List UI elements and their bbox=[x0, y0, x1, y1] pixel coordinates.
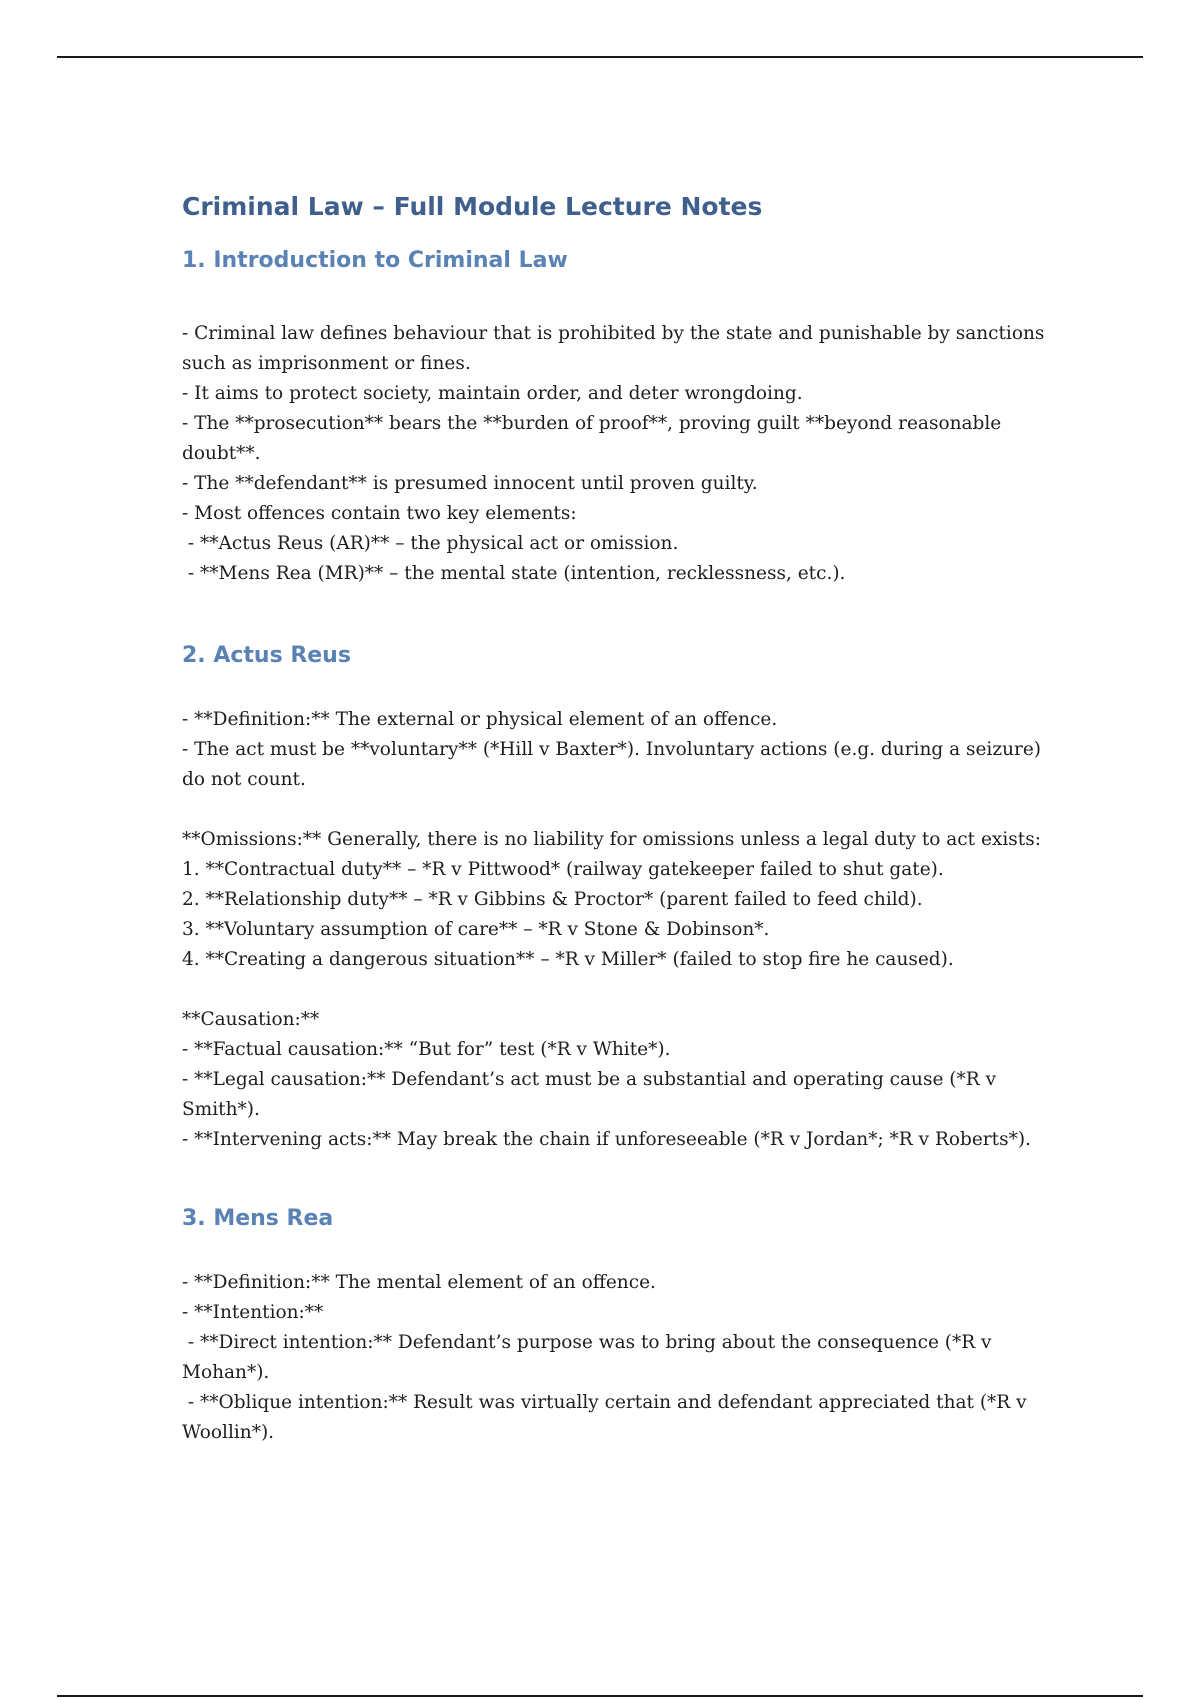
section-heading-introduction: 1. Introduction to Criminal Law bbox=[182, 248, 568, 273]
body-line: - **Definition:** The mental element of an offence. bbox=[182, 1272, 656, 1293]
omissions-line: 3. **Voluntary assumption of care** – *R v Stone & Dobinson*. bbox=[182, 919, 770, 940]
body-line: - **Mens Rea (MR)** – the mental state (intention, recklessness, etc.). bbox=[182, 563, 846, 584]
paragraph-gap bbox=[182, 975, 1062, 1005]
omissions-line: **Omissions:** Generally, there is no liability for omissions unless a legal duty to act exists: bbox=[182, 829, 1041, 850]
body-line: - The act must be **voluntary** (*Hill v Baxter*). Involuntary actions (e.g. during a seizure) do not count. bbox=[182, 739, 1047, 790]
body-line: - **Direct intention:** Defendant’s purpose was to bring about the consequence (*R v Mohan*). bbox=[182, 1332, 998, 1383]
omissions-line: 1. **Contractual duty** – *R v Pittwood* (railway gatekeeper failed to shut gate). bbox=[182, 859, 944, 880]
body-line: - The **prosecution** bears the **burden of proof**, proving guilt **beyond reasonable doubt**. bbox=[182, 413, 1008, 464]
section-body-introduction bbox=[182, 319, 1062, 589]
causation-line: **Causation:** bbox=[182, 1009, 320, 1030]
section-heading-mens-rea: 3. Mens Rea bbox=[182, 1206, 334, 1231]
causation-line: - **Factual causation:** “But for” test (*R v White*). bbox=[182, 1039, 671, 1060]
omissions-line: 2. **Relationship duty** – *R v Gibbins & Proctor* (parent failed to feed child). bbox=[182, 889, 923, 910]
body-line: - **Actus Reus (AR)** – the physical act or omission. bbox=[182, 533, 679, 554]
body-line: - Criminal law defines behaviour that is prohibited by the state and punishable by sanctions such as imprisonment or fines. bbox=[182, 323, 1051, 374]
body-line: - It aims to protect society, maintain order, and deter wrongdoing. bbox=[182, 383, 803, 404]
page-top-rule bbox=[57, 56, 1143, 58]
paragraph-gap bbox=[182, 795, 1062, 825]
causation-line: - **Legal causation:** Defendant’s act must be a substantial and operating cause (*R v Smith*). bbox=[182, 1069, 1002, 1120]
omissions-line: 4. **Creating a dangerous situation** – *R v Miller* (failed to stop fire he caused). bbox=[182, 949, 954, 970]
document-title: Criminal Law – Full Module Lecture Notes bbox=[182, 192, 763, 221]
page-bottom-rule bbox=[57, 1695, 1143, 1697]
body-line: - **Definition:** The external or physical element of an offence. bbox=[182, 709, 778, 730]
section-body-actus-reus bbox=[182, 705, 1062, 1155]
causation-line: - **Intervening acts:** May break the chain if unforeseeable (*R v Jordan*; *R v Roberts*). bbox=[182, 1129, 1031, 1150]
body-line: - **Intention:** bbox=[182, 1302, 324, 1323]
section-heading-actus-reus: 2. Actus Reus bbox=[182, 643, 351, 668]
body-line: - Most offences contain two key elements: bbox=[182, 503, 577, 524]
body-line: - The **defendant** is presumed innocent until proven guilty. bbox=[182, 473, 758, 494]
section-body-mens-rea bbox=[182, 1268, 1062, 1448]
body-line: - **Oblique intention:** Result was virtually certain and defendant appreciated that (*R v Woollin*). bbox=[182, 1392, 1033, 1443]
